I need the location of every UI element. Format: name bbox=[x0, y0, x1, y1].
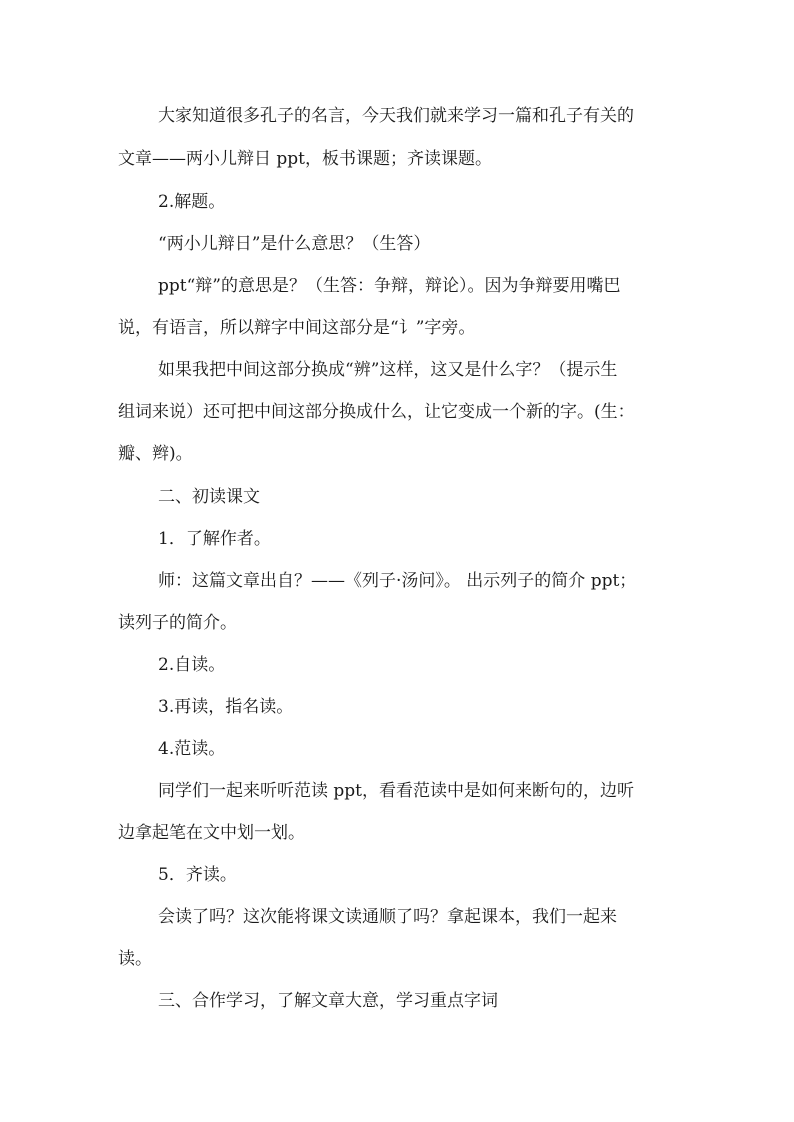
paragraph-3-line-1: “两小儿辩日”是什么意思？（生答） bbox=[158, 234, 431, 254]
paragraph-7-line-1: 1．了解作者。 bbox=[158, 529, 271, 549]
section-heading-jieti: 2.解题。 bbox=[158, 192, 226, 212]
paragraph-12-line-2: 边拿起笔在文中划一划。 bbox=[118, 823, 305, 843]
paragraph-4-line-1: ppt“辩”的意思是？（生答：争辩，辩论）。因为争辩要用嘴巴 bbox=[158, 276, 621, 296]
paragraph-4-line-2: 说，有语言，所以辩字中间这部分是“讠”字旁。 bbox=[118, 318, 476, 338]
paragraph-13-line-1: 5．齐读。 bbox=[158, 865, 237, 885]
paragraph-11-line-1: 4.范读。 bbox=[158, 739, 226, 759]
section-heading-hezuo: 三、合作学习，了解文章大意，学习重点字词 bbox=[158, 991, 498, 1011]
paragraph-10-line-1: 3.再读，指名读。 bbox=[158, 697, 294, 717]
paragraph-14-line-1: 会读了吗？这次能将课文读通顺了吗？拿起课本，我们一起来 bbox=[158, 907, 617, 927]
paragraph-5-line-2: 组词来说）还可把中间这部分换成什么，让它变成一个新的字。(生： bbox=[118, 402, 635, 422]
paragraph-8-line-1: 师：这篇文章出自？——《列子·汤问》。 出示列子的简介 ppt； bbox=[158, 571, 637, 591]
paragraph-1-line-2: 文章——两小儿辩日 ppt，板书课题；齐读课题。 bbox=[118, 149, 492, 169]
paragraph-14-line-2: 读。 bbox=[118, 949, 152, 969]
section-heading-chudu: 二、初读课文 bbox=[158, 487, 260, 507]
paragraph-12-line-1: 同学们一起来听听范读 ppt，看看范读中是如何来断句的，边听 bbox=[158, 781, 634, 801]
paragraph-5-line-3: 瓣、辫)。 bbox=[118, 444, 193, 464]
paragraph-8-line-2: 读列子的简介。 bbox=[118, 613, 237, 633]
paragraph-5-line-1: 如果我把中间这部分换成“辨”这样，这又是什么字？（提示生 bbox=[158, 360, 618, 380]
paragraph-9-line-1: 2.自读。 bbox=[158, 655, 226, 675]
paragraph-1-line-1: 大家知道很多孔子的名言，今天我们就来学习一篇和孔子有关的 bbox=[158, 106, 634, 126]
